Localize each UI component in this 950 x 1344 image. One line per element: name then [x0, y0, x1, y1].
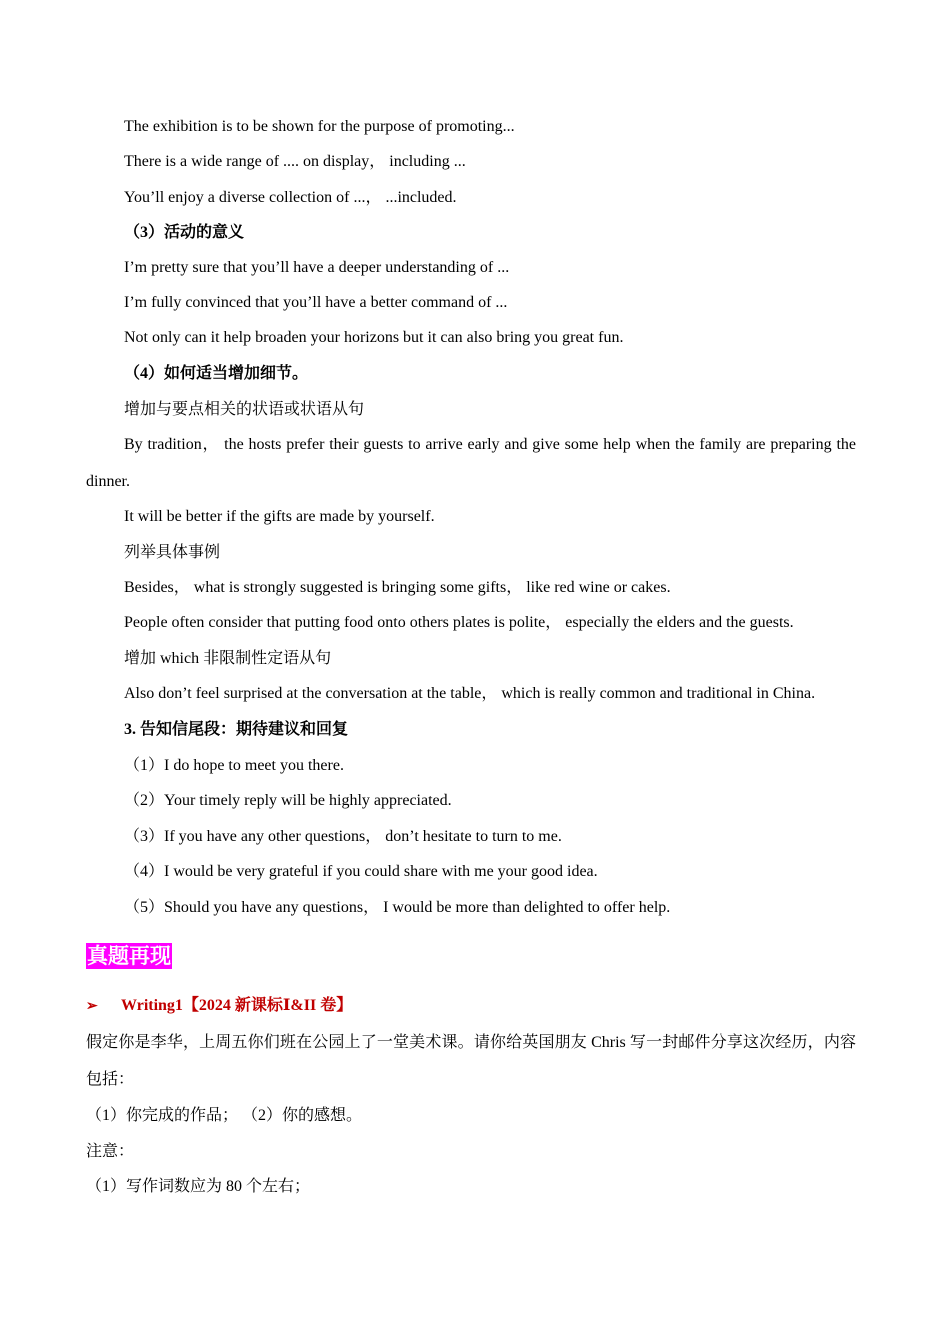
closing-phrase-3: （3）If you have any other questions， don’t hesitate to turn to me.	[124, 828, 562, 845]
phrase-exhibition-purpose: The exhibition is to be shown for the purpose of promoting...	[124, 118, 515, 135]
example-gifts-made: It will be better if the gifts are made by yourself.	[124, 508, 435, 525]
note-item-1: （1）写作词数应为 80 个左右；	[86, 1178, 311, 1195]
subheading-closing-paragraph: 3. 告知信尾段：期待建议和回复	[124, 721, 349, 738]
closing-phrase-1: （1）I do hope to meet you there.	[124, 757, 344, 774]
example-food-polite: People often consider that putting food onto others plates is polite， especially the elders and the guests.	[124, 614, 794, 631]
phrase-better-command: I’m fully convinced that you’ll have a better command of ...	[124, 294, 508, 311]
subheading-add-details: （4）如何适当增加细节。	[124, 365, 309, 382]
writing-task-title	[86, 996, 352, 1017]
writing-task-title-text: Writing1【2024 新课标Ⅰ&II 卷】	[121, 997, 353, 1014]
arrow-bullet-icon: ➢	[86, 999, 98, 1014]
closing-phrase-5: （5）Should you have any questions， I would be more than delighted to offer help.	[124, 899, 671, 916]
subheading-activity-meaning: （3）活动的意义	[124, 224, 245, 241]
example-besides-gifts: Besides， what is strongly suggested is bringing some gifts， like red wine or cakes.	[124, 579, 671, 596]
example-by-tradition: By tradition， the hosts prefer their guests to arrive early and give some help when the family are preparing the dinner.	[86, 436, 856, 490]
label-adverbial-clause: 增加与要点相关的状语或状语从句	[124, 401, 365, 418]
example-conversation-table: Also don’t feel surprised at the conversation at the table， which is really common and traditional in China.	[124, 685, 816, 702]
writing-prompt: 假定你是李华，上周五你们班在公园上了一堂美术课。请你给英国朋友 Chris 写一封邮件分享这次经历，内容包括：	[86, 1034, 856, 1088]
phrase-broaden-horizons: Not only can it help broaden your horizons but it can also bring you great fun.	[124, 329, 624, 346]
label-which-clause: 增加 which 非限制性定语从句	[124, 650, 332, 667]
phrase-deeper-understanding: I’m pretty sure that you’ll have a deeper understanding of ...	[124, 259, 510, 276]
phrase-diverse-collection: You’ll enjoy a diverse collection of ...， ...included.	[124, 189, 457, 206]
note-label: 注意：	[86, 1143, 135, 1160]
label-specific-examples: 列举具体事例	[124, 544, 221, 561]
section-heading-past-exams: 真题再现	[87, 944, 171, 968]
writing-content-points: （1）你完成的作品； （2）你的感想。	[86, 1107, 363, 1124]
phrase-wide-range: There is a wide range of .... on display， including ...	[124, 153, 466, 170]
closing-phrase-4: （4）I would be very grateful if you could share with me your good idea.	[124, 863, 598, 880]
closing-phrase-2: （2）Your timely reply will be highly appreciated.	[124, 792, 452, 809]
